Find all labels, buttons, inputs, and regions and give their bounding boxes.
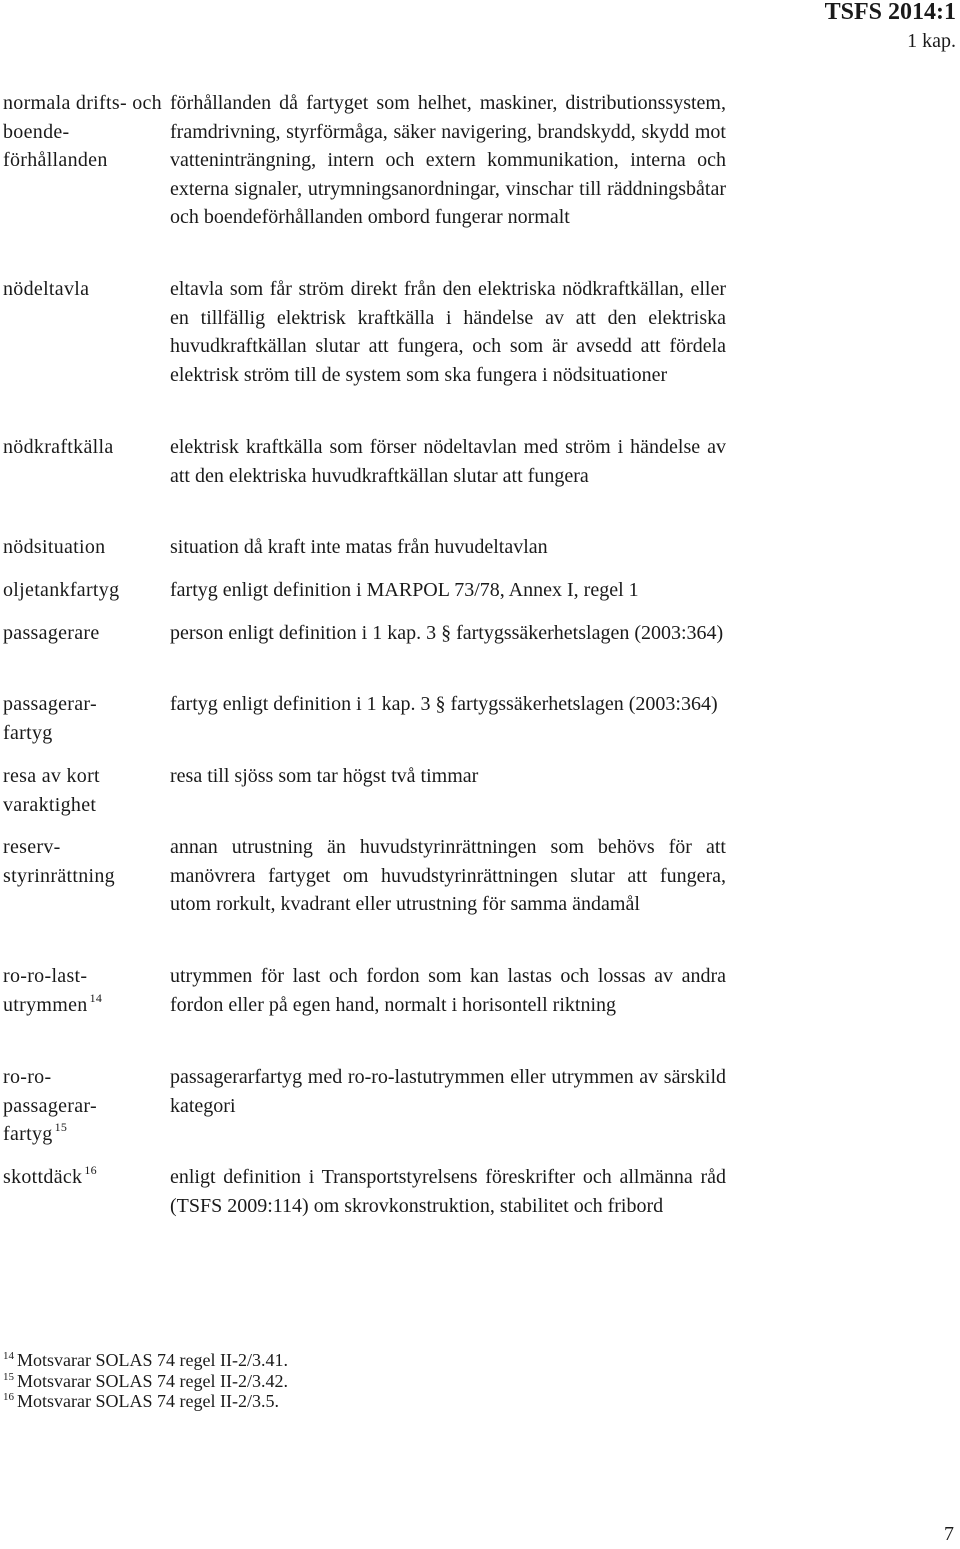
term-nodeltavla (3, 275, 163, 304)
footnote-number: 16 (3, 1391, 14, 1403)
term-normala-drifts-och-boendeforhallanden (3, 89, 163, 175)
term-text: normala drifts- och boende-förhållanden (3, 92, 162, 172)
definition-passagerarfartyg: fartyg enligt definition i 1 kap. 3 § fartygssäkerhetslagen (2003:364) (170, 693, 718, 715)
term-text: ro-ro-last-utrymmen (3, 965, 88, 1016)
footnote-14 (3, 1350, 288, 1371)
term-text: passagerar-fartyg (3, 693, 97, 744)
definition-reservstyrinrattning: annan utrustning än huvudstyrinrättningen som behövs för att manövrera fartyget om huvudstyrinrättningen slutar att fungera, utom rorkult, kvadrant eller utrustning för samma ändamål (170, 836, 726, 916)
footnotes (3, 1350, 288, 1412)
footnote-15 (3, 1371, 288, 1392)
term-text: resa av kort varaktighet (3, 765, 100, 816)
term-text: passagerare (3, 622, 100, 644)
footnote-text: Motsvarar SOLAS 74 regel II-2/3.42. (17, 1370, 288, 1391)
term-text: nödsituation (3, 536, 106, 558)
definition-nodsituation: situation då kraft inte matas från huvudeltavlan (170, 536, 548, 558)
term-text: oljetankfartyg (3, 579, 120, 601)
term-nodkraftkalla (3, 433, 163, 462)
footnote-16 (3, 1391, 288, 1412)
definition-nodeltavla: eltavla som får ström direkt från den elektriska nödkraftkällan, eller en tillfällig elektrisk kraftkälla i händelse av att den elektriska huvudkraftkällan slutar att fungera, och som är avsedd att fördela elektrisk ström till de system som ska fungera i nödsituationer (170, 278, 726, 386)
term-passagerarfartyg (3, 690, 123, 747)
term-nodsituation (3, 533, 163, 562)
footnote-ref-14: 14 (89, 990, 103, 1005)
term-skottdack (3, 1163, 163, 1192)
term-oljetankfartyg (3, 576, 163, 605)
term-passagerare (3, 619, 163, 648)
term-text: nödeltavla (3, 278, 90, 300)
term-text: nödkraftkälla (3, 436, 114, 458)
chapter-label: 1 kap. (907, 30, 956, 52)
definition-resa-av-kort-varaktighet: resa till sjöss som tar högst två timmar (170, 765, 479, 787)
definition-normala-drifts-och-boendeforhallanden: förhållanden då fartyget som helhet, maskiner, distributionssystem, framdrivning, styrförmåga, säker navigering, brandskydd, skydd mot vatteninträngning, intern och extern kommunikation, interna och externa signaler, utrymningsanordningar, vinschar till räddningsbåtar och boendeförhållanden ombord fungerar normalt (170, 92, 726, 229)
term-text: reserv-styrinrättning (3, 836, 115, 887)
footnote-text: Motsvarar SOLAS 74 regel II-2/3.5. (17, 1391, 279, 1411)
term-ro-ro-lastutrymmen (3, 962, 123, 1019)
term-resa-av-kort-varaktighet (3, 762, 128, 819)
definition-nodkraftkalla: elektrisk kraftkälla som förser nödeltavlan med ström i händelse av att den elektriska huvudkraftkällan slutar att fungera (170, 436, 726, 487)
term-text: ro-ro-passagerar-fartyg (3, 1066, 97, 1146)
definition-passagerare: person enligt definition i 1 kap. 3 § fartygssäkerhetslagen (2003:364) (170, 622, 724, 644)
term-text: skottdäck (3, 1166, 83, 1188)
footnote-number: 14 (3, 1350, 14, 1362)
footnote-ref-16: 16 (84, 1163, 97, 1177)
definition-skottdack: enligt definition i Transportstyrelsens föreskrifter och allmänna råd (TSFS 2009:114) om skrovkonstruktion, stabilitet och fribord (170, 1166, 726, 1217)
footnote-ref-15: 15 (54, 1120, 68, 1135)
term-reservstyrinrattning (3, 833, 138, 890)
term-ro-ro-passagerarfartyg (3, 1063, 128, 1149)
footnote-number: 15 (3, 1370, 14, 1383)
document-code: TSFS 2014:1 (824, 0, 956, 25)
footnote-text: Motsvarar SOLAS 74 regel II-2/3.41. (17, 1350, 288, 1370)
definition-ro-ro-passagerarfartyg: passagerarfartyg med ro-ro-lastutrymmen eller utrymmen av särskild kategori (170, 1066, 726, 1117)
definition-ro-ro-lastutrymmen: utrymmen för last och fordon som kan lastas och lossas av andra fordon eller på egen hand, normalt i horisontell riktning (170, 965, 726, 1016)
page-number: 7 (944, 1523, 954, 1545)
definition-oljetankfartyg: fartyg enligt definition i MARPOL 73/78, Annex I, regel 1 (170, 579, 639, 601)
